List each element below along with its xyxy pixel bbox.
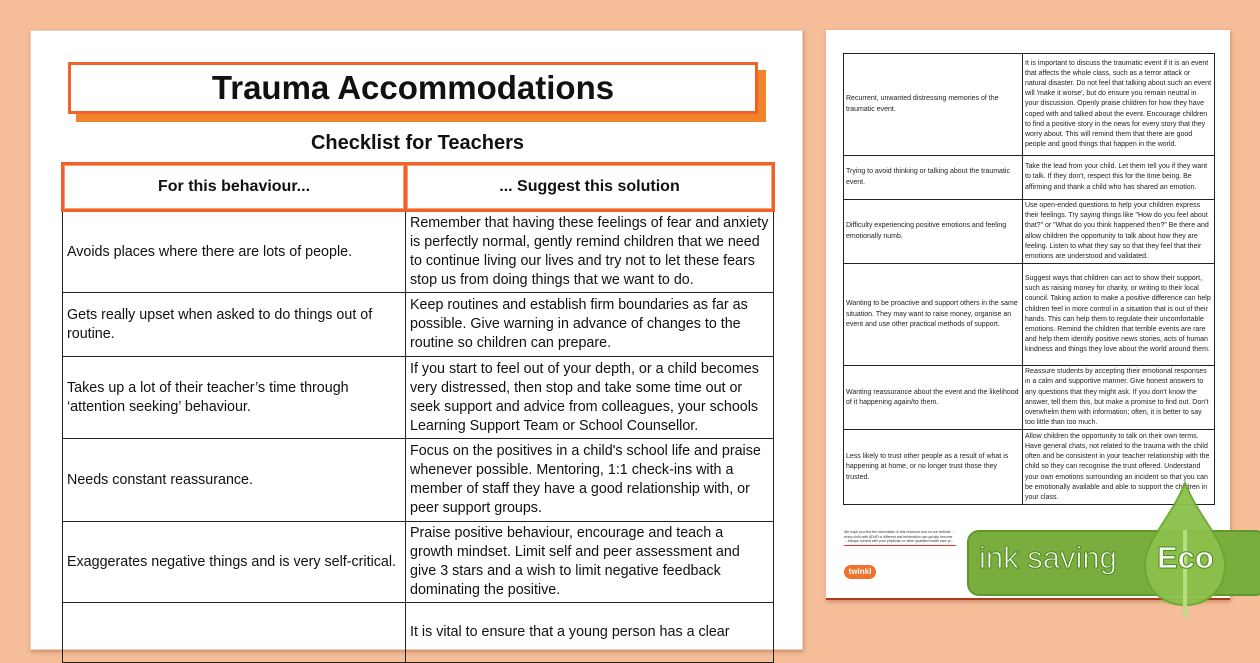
table-row bbox=[844, 200, 1215, 264]
table-row bbox=[63, 603, 774, 663]
behaviour-cell: Trying to avoid thinking or talking about the traumatic event. bbox=[844, 156, 1023, 200]
behaviour-cell: Exaggerates negative things and is very self-critical. bbox=[63, 522, 406, 603]
solution-cell: Suggest ways that children can act to show their support, such as raising money for charity, or writing to their local council. Taking action to make a positive difference can help children feel in more control in a situation that is out of their hands. This can help them to regulate their uncomfortable emotions. Remind the children that terrible events are rare and help them identify positive news stories, acts of human kindness and things they love about the world around them. bbox=[1023, 264, 1215, 366]
behaviour-cell bbox=[63, 603, 406, 663]
table-row bbox=[844, 156, 1215, 200]
table-row bbox=[844, 54, 1215, 156]
table-row bbox=[63, 357, 774, 439]
table-row bbox=[844, 366, 1215, 430]
solution-cell: It is important to discuss the traumatic event if it is an event that affects the whole class, such as a terror attack or natural disaster. Do not feel that talking about such an event will 'make it worse', but do ensure you remain neutral in your discussion. Openly praise children for how they have coped with and talked about the event. Encourage children to find a positive story in the news for every story that they worry about. This will remind them that there are good people and good things that happen in the world. bbox=[1023, 54, 1215, 156]
table-row bbox=[63, 439, 774, 522]
solution-cell: Keep routines and establish firm boundaries as far as possible. Give warning in advance of changes to the routine so children can prepare. bbox=[406, 293, 774, 357]
solution-cell: If you start to feel out of your depth, or a child becomes very distressed, then stop and take some time out or seek support and advice from colleagues, your schools Learning Support Team or School Counsellor. bbox=[406, 357, 774, 439]
checklist-table-continued bbox=[843, 53, 1215, 505]
behaviour-cell: Recurrent, unwanted distressing memories of the traumatic event. bbox=[844, 54, 1023, 156]
behaviour-cell: Less likely to trust other people as a result of what is happening at home, or no longer trust those they trusted. bbox=[844, 430, 1023, 505]
table-row bbox=[63, 293, 774, 357]
document-subtitle: Checklist for Teachers bbox=[310, 132, 525, 154]
table-row bbox=[63, 211, 774, 293]
behaviour-cell: Avoids places where there are lots of people. bbox=[63, 211, 406, 293]
solution-cell: Take the lead from your child. Let them tell you if they want to talk. If they don't, respect this for the time being. Be affirming and thank a child who has shared an emotion. bbox=[1023, 156, 1215, 200]
solution-cell: Reassure students by accepting their emotional responses in a calm and supportive manner. Give honest answers to any questions that they might ask. If you don't know the answer, tell them this, but make a promise to find out. Don't overwhelm them with information; often, it is better to say too little than too much. bbox=[1023, 366, 1215, 430]
footer-disclaimer: We hope you find the information in this resource and on our website ... every child with ADHD is different and information can quickly become ... Always consult with your physician or other qualified health care pr... bbox=[844, 530, 956, 546]
behaviour-cell: Wanting to be proactive and support others in the same situation. They may want to raise money, organise an event and use other practical methods of support. bbox=[844, 264, 1023, 366]
table-row bbox=[63, 522, 774, 603]
header-behaviour: For this behaviour... bbox=[63, 164, 406, 211]
page-preview-1 bbox=[30, 30, 803, 650]
behaviour-cell: Difficulty experiencing positive emotions and feeling emotionally numb. bbox=[844, 200, 1023, 264]
behaviour-cell: Wanting reassurance about the event and the likelihood of it happening again/to them. bbox=[844, 366, 1023, 430]
table-row bbox=[844, 264, 1215, 366]
behaviour-cell: Takes up a lot of their teacher’s time through ‘attention seeking’ behaviour. bbox=[63, 357, 406, 439]
twinkl-logo: twinkl bbox=[844, 565, 876, 579]
behaviour-cell: Gets really upset when asked to do things out of routine. bbox=[63, 293, 406, 357]
eco-label: Eco bbox=[1157, 540, 1214, 575]
solution-cell: Praise positive behaviour, encourage and teach a growth mindset. Limit self and peer assessment and give 3 stars and a wish to limit negative feedback dominating the positive. bbox=[406, 522, 774, 603]
behaviour-cell: Needs constant reassurance. bbox=[63, 439, 406, 522]
solution-cell: Focus on the positives in a child's school life and praise whenever possible. Mentoring, 1:1 check-ins with a member of staff they have a good relationship with, or peer support groups. bbox=[406, 439, 774, 522]
header-solution: ... Suggest this solution bbox=[406, 164, 774, 211]
solution-cell: Remember that having these feelings of fear and anxiety is perfectly normal, gently remind children that we need to continue living our lives and try not to let these fears stop us from doing things that we want to do. bbox=[406, 211, 774, 293]
checklist-table bbox=[61, 162, 775, 663]
document-title: Trauma Accommodations bbox=[68, 62, 758, 114]
solution-cell: Use open-ended questions to help your children express their feelings. Try saying things like "How do you feel about that?" or "What do you think happened then?" Be there and allow children the opportunity to talk about how they are feeling. Listen to what they say so that they feel that their emotions are understood and validated. bbox=[1023, 200, 1215, 264]
ink-saving-label: ink saving bbox=[979, 540, 1117, 575]
solution-cell: It is vital to ensure that a young person has a clear bbox=[406, 603, 774, 663]
solution-cell: Allow children the opportunity to talk on their own terms. Have general chats, not related to the trauma with the child often and be consistent in your teacher relationship with the child so they can recognise the trust offered. Understand your own emotions surrounding an incident so that you can be emotionally available and able to support the children in your class. bbox=[1023, 430, 1215, 505]
